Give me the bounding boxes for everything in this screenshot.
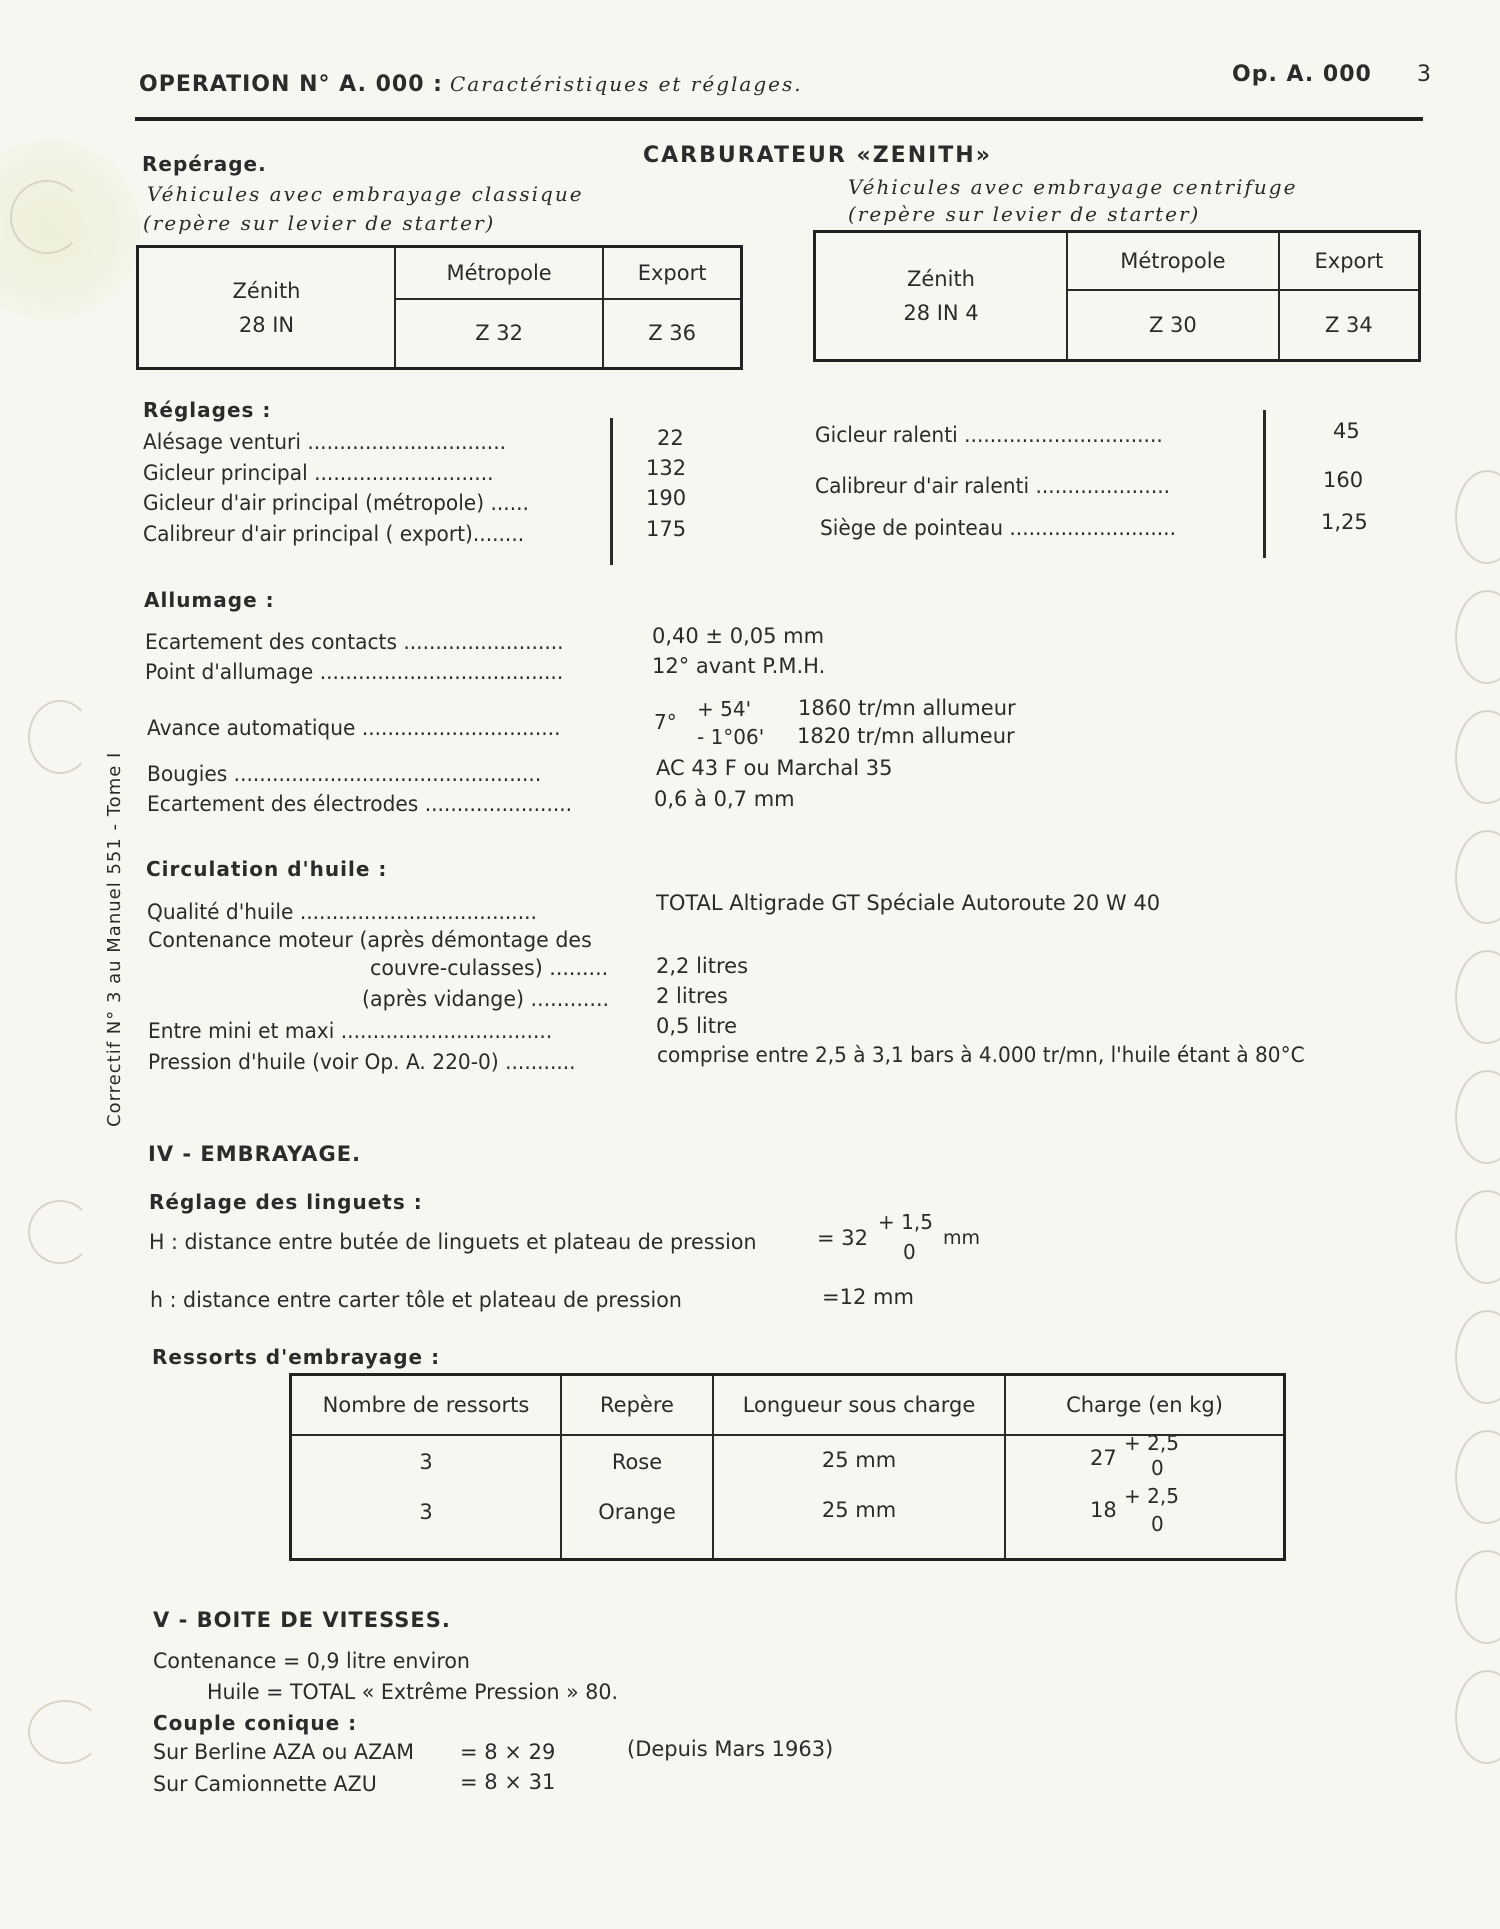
value-cell: Z 30 (1067, 290, 1279, 361)
setting-label: Ecartement des contacts ......................... (145, 630, 564, 654)
setting-value: AC 43 F ou Marchal 35 (656, 756, 893, 780)
ressorts-table (289, 1373, 1286, 1561)
punch-hole-mark (1455, 590, 1500, 684)
column-header: Export (1279, 232, 1420, 290)
H-tolerance-minus: 0 (903, 1240, 916, 1264)
value-cell: Z 36 (603, 299, 741, 369)
setting-value: 0,5 litre (656, 1014, 738, 1038)
spring-mark: Rose (611, 1449, 663, 1474)
right-caption-1: Véhicules avec embrayage centrifuge (848, 175, 1298, 199)
spring-length: 25 mm (821, 1497, 897, 1522)
setting-label: Gicleur principal ............................ (143, 461, 494, 485)
setting-value: 1,25 (1321, 510, 1368, 534)
setting-label: Bougies ................................................ (147, 762, 542, 786)
carb-title: CARBURATEUR «ZENITH» (643, 143, 992, 168)
right-caption-2: (repère sur levier de starter) (848, 202, 1201, 226)
avance-minus-note: 1820 tr/mn allumeur (797, 724, 1015, 748)
setting-label: Qualité d'huile ..................................... (147, 900, 537, 924)
setting-label: Gicleur d'air principal (métropole) ...... (143, 491, 529, 515)
camion-value: = 8 × 31 (460, 1770, 556, 1794)
reperage-table-right (813, 230, 1421, 362)
avance-plus: + 54' (697, 697, 752, 721)
model-type: 28 IN (238, 312, 295, 337)
punch-hole-mark (10, 180, 84, 254)
spring-load-plus: + 2,5 (1124, 1483, 1179, 1508)
punch-hole-mark (1455, 710, 1500, 804)
setting-value: 2 litres (656, 984, 728, 1008)
column-header: Longueur sous charge (713, 1375, 1005, 1435)
setting-label: couvre-culasses) ......... (370, 956, 609, 980)
embrayage-title: IV - EMBRAYAGE. (148, 1142, 362, 1166)
operation-number: OPERATION N° A. 000 : (139, 72, 443, 97)
setting-value: TOTAL Altigrade GT Spéciale Autoroute 20 W 40 (656, 891, 1161, 915)
punch-hole-mark (1455, 1670, 1500, 1764)
setting-label: Gicleur ralenti ............................... (815, 423, 1163, 447)
setting-label: Calibreur d'air principal ( export)........ (143, 522, 525, 546)
punch-hole-mark (1455, 470, 1500, 564)
table-cell (291, 1435, 562, 1560)
boite-title: V - BOITE DE VITESSES. (153, 1608, 451, 1632)
punch-hole-mark (1455, 1070, 1500, 1164)
setting-value: 0,6 à 0,7 mm (654, 787, 795, 811)
setting-value: 190 (646, 486, 687, 510)
punch-hole-mark (1455, 830, 1500, 924)
setting-label: Ecartement des électrodes ....................... (147, 792, 573, 816)
punch-hole-mark (1455, 1550, 1500, 1644)
setting-value: 0,40 ± 0,05 mm (652, 624, 825, 648)
model-name: Zénith (907, 267, 975, 291)
setting-value: comprise entre 2,5 à 3,1 bars à 4.000 tr/mn, l'huile étant à 80°C (657, 1043, 1305, 1067)
table-cell (713, 1435, 1005, 1560)
berline-note: (Depuis Mars 1963) (627, 1737, 834, 1761)
model-cell (138, 247, 396, 369)
punch-hole-mark (28, 1700, 102, 1764)
setting-value: 22 (657, 426, 684, 450)
setting-value: 12° avant P.M.H. (652, 654, 826, 678)
reglages-separator (1263, 410, 1266, 558)
column-header: Charge (en kg) (1005, 1375, 1285, 1435)
setting-label: Point d'allumage ...................................... (145, 660, 564, 684)
berline-value: = 8 × 29 (460, 1740, 556, 1764)
column-header: Export (603, 247, 741, 299)
column-header: Métropole (1067, 232, 1279, 290)
huile-title: Circulation d'huile : (146, 857, 388, 881)
ressorts-title: Ressorts d'embrayage : (152, 1345, 441, 1369)
spring-count: 3 (419, 1449, 433, 1474)
punch-hole-mark (1455, 950, 1500, 1044)
setting-value: 2,2 litres (656, 954, 749, 978)
h-label: h : distance entre carter tôle et plateau de pression (150, 1288, 682, 1312)
camion-label: Sur Camionnette AZU (153, 1772, 377, 1796)
table-cell (1005, 1430, 1285, 1560)
reglages-title: Réglages : (143, 398, 272, 422)
linguets-title: Réglage des linguets : (149, 1190, 423, 1214)
spring-load-plus: + 2,5 (1124, 1430, 1179, 1455)
setting-label: Siège de pointeau .......................... (820, 516, 1176, 540)
side-note: Correctif N° 3 au Manuel 551 - Tome I (104, 751, 125, 1127)
setting-label: (après vidange) ............ (362, 987, 610, 1011)
setting-label: Avance automatique ............................... (147, 716, 561, 740)
allumage-title: Allumage : (144, 588, 275, 612)
column-header: Repère (561, 1375, 713, 1435)
avance-minus: - 1°06' (697, 725, 765, 749)
h-value: =12 mm (822, 1285, 914, 1309)
operation-ref: Op. A. 000 (1232, 62, 1372, 87)
header-rule (135, 117, 1423, 121)
model-cell (815, 232, 1068, 361)
column-header: Métropole (395, 247, 603, 299)
spring-load: 18 (1090, 1497, 1117, 1522)
punch-hole-mark (1455, 1190, 1500, 1284)
punch-hole-mark (28, 1200, 92, 1264)
column-header: Nombre de ressorts (291, 1375, 562, 1435)
avance-plus-note: 1860 tr/mn allumeur (798, 696, 1016, 720)
setting-label: Pression d'huile (voir Op. A. 220-0) ........... (148, 1050, 576, 1074)
huile: Huile = TOTAL « Extrême Pression » 80. (207, 1680, 619, 1704)
spring-count: 3 (419, 1499, 433, 1524)
setting-label: Calibreur d'air ralenti ..................... (815, 474, 1171, 498)
spring-length: 25 mm (821, 1447, 897, 1472)
page-number: 3 (1417, 62, 1431, 87)
punch-hole-mark (28, 700, 92, 774)
contenance: Contenance = 0,9 litre environ (153, 1649, 470, 1673)
table-cell (561, 1435, 713, 1560)
spring-load-minus: 0 (1151, 1511, 1164, 1536)
reglages-separator (610, 418, 613, 565)
setting-value: 132 (646, 456, 687, 480)
left-caption-2: (repère sur levier de starter) (143, 211, 496, 235)
left-caption-1: Véhicules avec embrayage classique (147, 182, 584, 206)
value-cell: Z 32 (395, 299, 603, 369)
spring-mark: Orange (598, 1499, 676, 1524)
page-header (139, 72, 803, 97)
model-name: Zénith (232, 278, 301, 303)
H-value: = 32 (817, 1226, 868, 1250)
setting-value: 175 (646, 517, 687, 541)
setting-label: Entre mini et maxi ................................. (148, 1019, 553, 1043)
punch-hole-mark (1455, 1430, 1500, 1524)
avance-base: 7° (654, 710, 677, 734)
H-label: H : distance entre butée de linguets et plateau de pression (149, 1230, 757, 1254)
setting-value: 160 (1323, 468, 1364, 492)
berline-label: Sur Berline AZA ou AZAM (153, 1740, 415, 1764)
spring-load-minus: 0 (1151, 1455, 1164, 1480)
H-tolerance-plus: + 1,5 (878, 1210, 933, 1234)
setting-label: Contenance moteur (après démontage des (148, 928, 592, 952)
couple-title: Couple conique : (153, 1711, 358, 1735)
value-cell: Z 34 (1279, 290, 1420, 361)
H-unit: mm (943, 1227, 981, 1249)
model-type: 28 IN 4 (903, 301, 979, 325)
operation-subtitle: Caractéristiques et réglages. (449, 72, 803, 96)
spring-load: 27 (1090, 1445, 1117, 1470)
setting-label: Alésage venturi ............................... (143, 430, 507, 454)
reperage-table-left (136, 245, 743, 370)
reperage-title: Repérage. (142, 152, 267, 176)
setting-value: 45 (1333, 419, 1360, 443)
punch-hole-mark (1455, 1310, 1500, 1404)
